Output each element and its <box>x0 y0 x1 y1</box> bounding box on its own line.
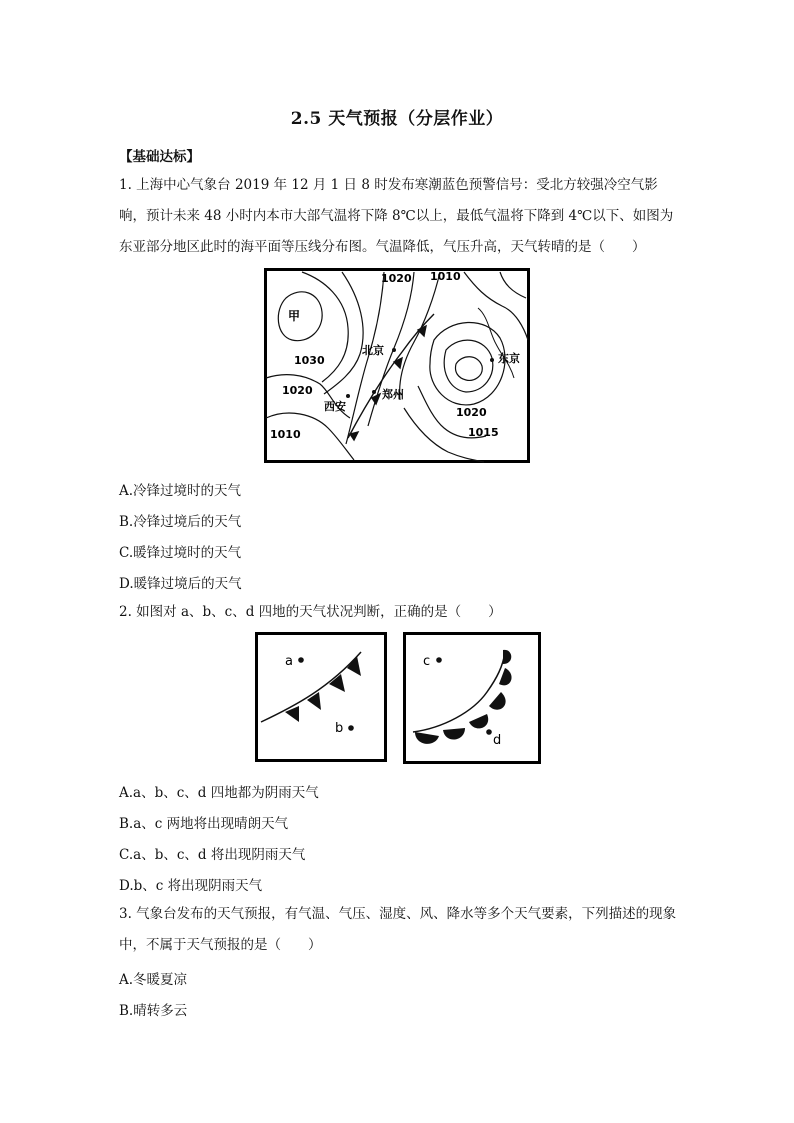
point-b: b <box>335 721 344 736</box>
q3-option-a: A.冬暖夏凉 <box>119 972 188 988</box>
isobar-label: 1020 <box>456 406 487 419</box>
q2-option-d: D.b、c 将出现阴雨天气 <box>119 878 263 894</box>
cold-front-figure <box>255 632 387 762</box>
zhengzhou-dot <box>372 390 376 394</box>
label-tokyo: 东京 <box>498 352 520 365</box>
tokyo-dot <box>490 358 494 362</box>
isobar-label: 1020 <box>282 384 313 397</box>
page-title: 2.5 天气预报（分层作业） <box>290 109 504 129</box>
point-c: c <box>423 654 431 669</box>
q3-option-b: B.晴转多云 <box>119 1003 188 1019</box>
isobar-label: 1010 <box>430 270 461 283</box>
q2-option-b: B.a、c 两地将出现晴朗天气 <box>119 816 289 832</box>
q1-option-b: B.冷锋过境后的天气 <box>119 514 242 530</box>
xian-dot <box>346 394 350 398</box>
point-a: a <box>285 654 293 669</box>
label-xian: 西安 <box>324 400 346 413</box>
label-zhengzhou: 郑州 <box>382 388 404 401</box>
q2-option-a: A.a、b、c、d 四地都为阴雨天气 <box>119 785 319 801</box>
isobar-label: 1010 <box>270 428 301 441</box>
warm-front-figure <box>403 632 541 764</box>
q1-option-d: D.暖锋过境后的天气 <box>119 576 242 592</box>
q2-option-c: C.a、b、c、d 将出现阴雨天气 <box>119 847 306 863</box>
isobar-map <box>264 268 530 464</box>
isobar-label: 1020 <box>381 272 412 285</box>
q1-option-a: A.冷锋过境时的天气 <box>119 483 242 499</box>
isobar-label: 1030 <box>294 354 325 367</box>
beijing-dot <box>392 348 396 352</box>
label-jia: 甲 <box>288 309 301 323</box>
isobar-label: 1015 <box>468 426 499 439</box>
question-2-text: 2. 如图对 a、b、c、d 四地的天气状况判断，正确的是（ ） <box>119 604 502 620</box>
question-3-text: 3. 气象台发布的天气预报，有气温、气压、湿度、风、降水等多个天气要素，下列描述的现象中，不属于天气预报的是（ ） <box>119 906 677 953</box>
question-1-text: 1. 上海中心气象台 2019 年 12 月 1 日 8 时发布寒潮蓝色预警信号：受北方较强冷空气影响，预计未来 48 小时内本市大部气温将下降 8℃以上，最低气温将下降到 4℃以下、如图为东亚部分地区此时的海平面等压线分布图。气温降低，气压升高，天气转晴的是（ ） <box>119 177 674 255</box>
q1-option-c: C.暖锋过境时的天气 <box>119 545 242 561</box>
section-heading: 【基础达标】 <box>119 149 200 165</box>
label-beijing: 北京 <box>362 344 384 357</box>
point-d: d <box>493 733 502 748</box>
